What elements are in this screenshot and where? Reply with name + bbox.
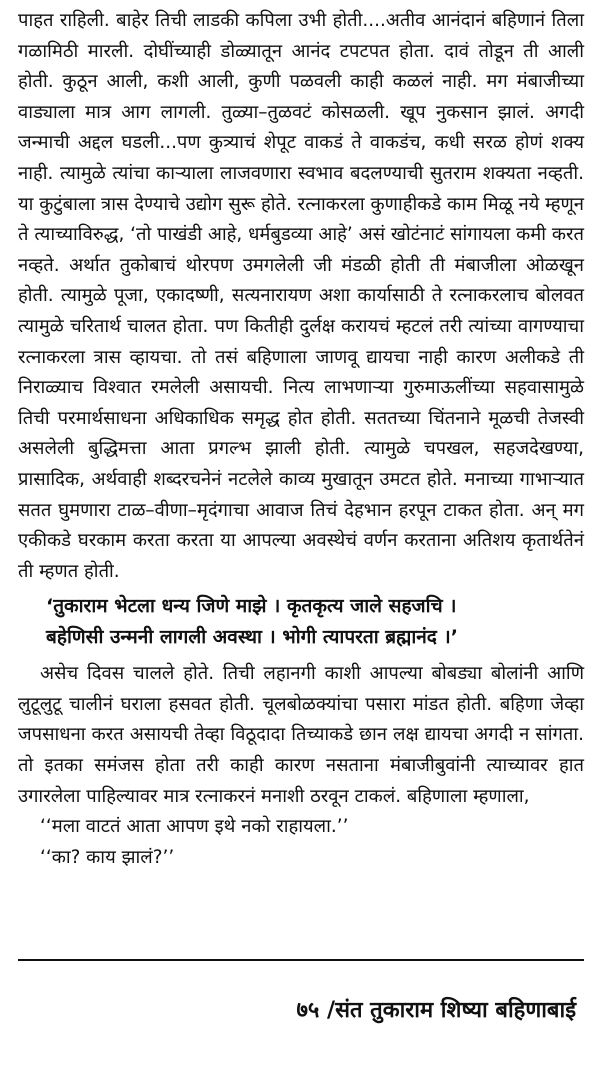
page-number: ७५ (296, 998, 320, 1023)
book-title: /संत तुकाराम शिष्या बहिणाबाई (327, 998, 576, 1023)
abhang-verse (18, 591, 584, 653)
verse-line-2: बहेणिसी उन्मनी लागली अवस्था । भोगी त्यापरता ब्रह्मानंद ।’ (46, 626, 458, 649)
paragraph-1: पाहत राहिली. बाहेर तिची लाडकी कपिला उभी होती....अतीव आनंदानं बहिणानं तिला गळामिठी मारली. दोघींच्याही डोळ्यातून आनंद टपटपत होता. दावं तोडून ती आली होती. कुठून आली, कशी आली, कुणी पळवली काही कळलं नाही. मग मंबाजीच्या वाड्याला मात्र आग लागली. तुळ्या–तुळवटं कोसळली. खूप नुकसान झालं. अगदी जन्माची अद्दल घडली...पण कुत्र्याचं शेपूट वाकडं ते वाकडंच, कधी सरळ होणं शक्य नाही. त्यामुळे त्यांचा काऱ्याला लाजवणारा स्वभाव बदलण्याची सुतराम शक्यता नव्हती. या कुटुंबाला त्रास देण्याचे उद्योग सुरू होते. रत्नाकरला कुणाहीकडे काम मिळू नये म्हणून ते त्याच्याविरुद्ध, ‘तो पाखंडी आहे, धर्मबुडव्या आहे’ असं खोटंनाटं सांगायला कमी करत नव्हते. अर्थात तुकोबाचं थोरपण उमगलेली जी मंडळी होती ती मंबाजीला ओळखून होती. त्यामुळे पूजा, एकादष्णी, सत्यनारायण अशा कार्यासाठी ते रत्नाकरलाच बोलवत त्यामुळे चरितार्थ चालत होता. पण कितीही दुर्लक्ष करायचं म्हटलं तरी त्यांच्या वागण्याचा रत्नाकरला त्रास व्हायचा. तो तसं बहिणाला जाणवू द्यायचा नाही कारण अलीकडे ती निराळ्याच विश्वात रमलेली असायची. नित्य लाभणाऱ्या गुरुमाऊलींच्या सहवासामुळे तिची परमार्थसाधना अधिकाधिक समृद्ध होत होती. सततच्या चिंतनाने मूळची तेजस्वी असलेली बुद्धिमत्ता आता प्रगल्भ झाली होती. त्यामुळे चपखल, सहजदेखण्या, प्रासादिक, अर्थवाही शब्दरचनेनं नटलेले काव्य मुखातून उमटत होते. मनाच्या गाभाऱ्यात सतत घुमणारा टाळ–वीणा–मृदंगाचा आवाज तिचं देहभान हरपून टाकत होता. अन् मग एकीकडे घरकाम करता करता या आपल्या अवस्थेचं वर्णन करताना अतिशय कृतार्थतेनं ती म्हणत होती. (18, 10, 584, 582)
dialogue-line-2: ‘‘का? काय झालं?’’ (40, 846, 175, 868)
book-page (18, 6, 584, 1056)
footer-divider (18, 959, 584, 961)
paragraph-2: असेच दिवस चालले होते. तिची लहानगी काशी आपल्या बोबड्या बोलांनी आणि लुटूलुटू चालीनं घराला हसवत होती. चूलबोळक्यांचा पसारा मांडत होती. बहिणा जेव्हा जपसाधना करत असायची तेव्हा विठूदादा तिच्याकडे छान लक्ष द्यायचा अगदी न सांगता. तो इतका समंजस होता तरी काही कारण नसताना मंबाजीबुवांनी त्याच्यावर हात उगारलेला पाहिल्यावर मात्र रत्नाकरनं मनाशी ठरवून टाकलं. बहिणाला म्हणाला, (18, 663, 584, 807)
page-footer (296, 996, 576, 1026)
dialogue-line-1: ‘‘मला वाटतं आता आपण इथे नको राहायला.’’ (40, 816, 349, 838)
verse-line-1: ‘तुकाराम भेटला धन्य जिणे माझे । कृतकृत्य जाले सहजचि । (46, 595, 457, 618)
page-body (18, 6, 584, 873)
